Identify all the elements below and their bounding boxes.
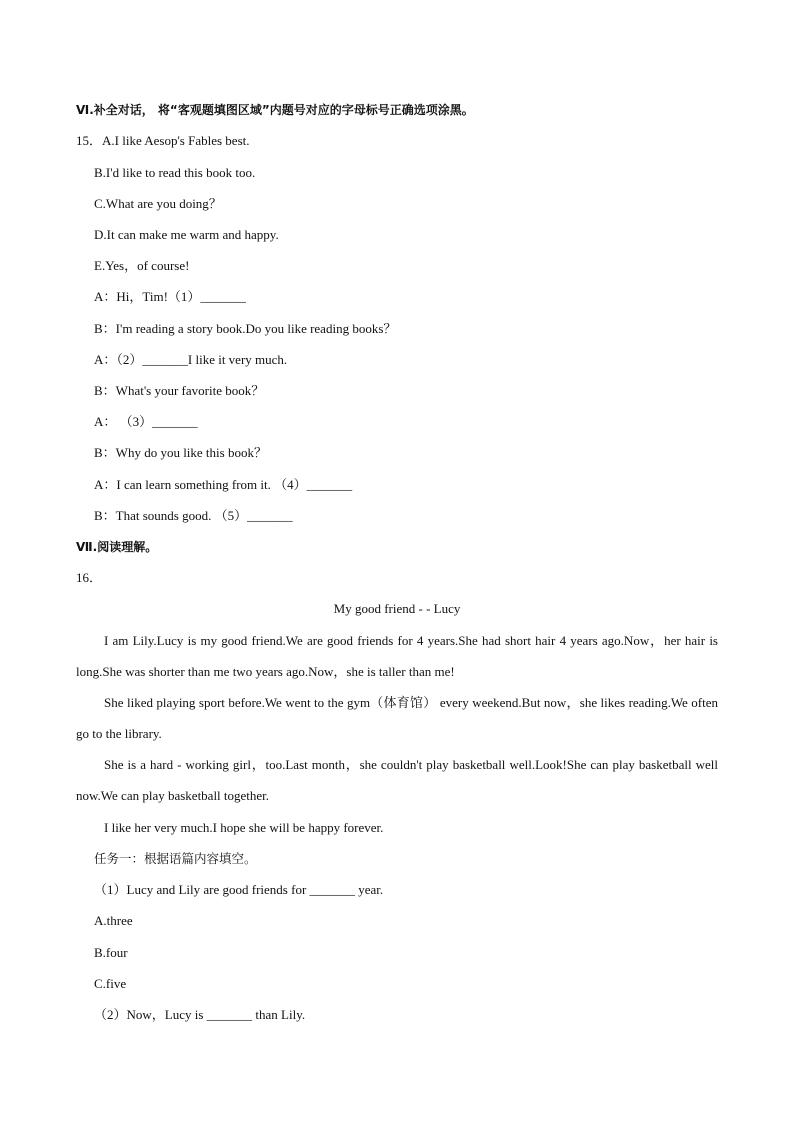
question-15-option-a: 15．A.I like Aesop's Fables best. [76,133,250,148]
option-b: B.I'd like to read this book too. [94,165,256,180]
dialogue-line-2: B：I'm reading a story book.Do you like reading books？ [94,321,397,336]
dialogue-line-5: A： （3）_______ [94,414,198,429]
question-1-choice-c: C.five [94,976,127,991]
dialogue-line-7: A：I can learn something from it. （4）_______ [94,477,353,492]
passage-paragraph-1: I am Lily.Lucy is my good friend.We are good friends for 4 years.She had short hair 4 years ago.Now，her hair is long.She was shorter than me two years ago.Now，she is taller than me! [76,633,718,679]
task-1-instruction: 任务一：根据语篇内容填空。 [94,851,257,866]
passage-paragraph-4: I like her very much.I hope she will be happy forever. [104,820,384,835]
question-1-stem: （1）Lucy and Lily are good friends for _______ year. [94,882,384,897]
option-c: C.What are you doing？ [94,196,222,211]
dialogue-line-6: B：Why do you like this book？ [94,445,267,460]
section-6-heading: Ⅵ.补全对话， 将“客观题填图区域”内题号对应的字母标号正确选项涂黑。 [76,103,474,117]
dialogue-line-3: A：（2）_______I like it very much. [94,352,288,367]
passage-paragraph-2: She liked playing sport before.We went to the gym（体育馆） every weekend.But now，she likes reading.We often go to the library. [76,695,718,741]
section-7-heading: Ⅶ.阅读理解。 [76,540,158,554]
dialogue-line-1: A：Hi，Tim!（1）_______ [94,289,246,304]
question-16-number: 16． [76,570,103,585]
question-1-choice-a: A.three [94,913,133,928]
question-2-stem: （2）Now，Lucy is _______ than Lily. [94,1007,306,1022]
option-e: E.Yes，of course! [94,258,190,273]
dialogue-line-4: B：What's your favorite book？ [94,383,265,398]
dialogue-line-8: B：That sounds good. （5）_______ [94,508,293,523]
option-d: D.It can make me warm and happy. [94,227,279,242]
passage-paragraph-3: She is a hard - working girl，too.Last month，she couldn't play basketball well.Look!She can play basketball well now.We can play basketball together. [76,757,718,803]
passage-title: My good friend - - Lucy [333,601,461,616]
question-1-choice-b: B.four [94,945,128,960]
